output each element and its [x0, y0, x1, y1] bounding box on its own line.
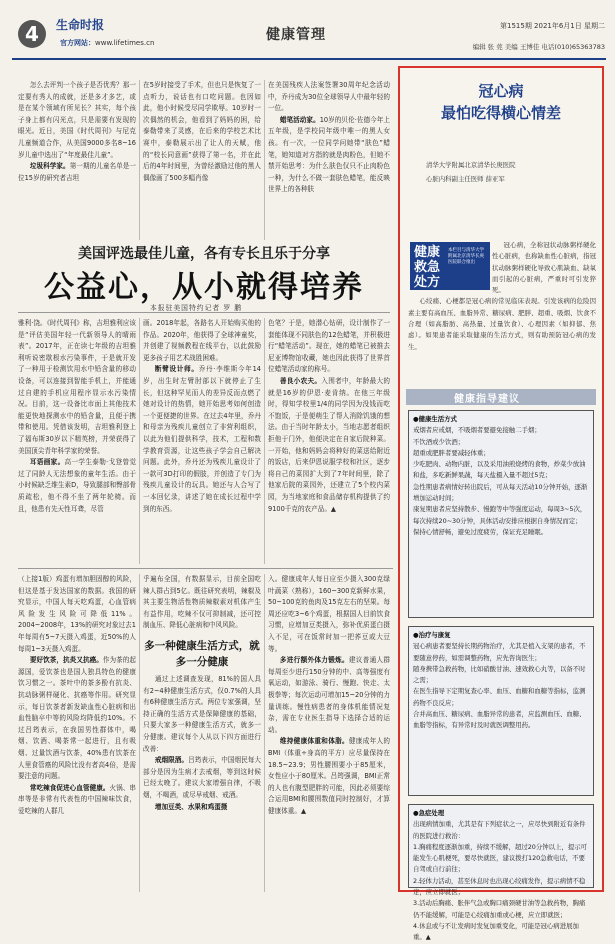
article-text: 第一期的儿童名单是一位15岁的研究者吉坦 [18, 162, 136, 182]
article-text: 火锅、串串等是非常有代表性的中国辣味饮食，爱吃辣的人群几 [18, 783, 136, 815]
article-col-1-bottom [18, 574, 136, 892]
article-text: 入。健康成年人每日应至少摄入300克绿叶蔬菜（熟称），160~300克新鲜水果，50~100克的鱼肉及15克左右的坚果。每周还应吃3~6个鸡蛋，根据国人目前饮食习惯，应增加豆类摄入，弥补优质蛋白摄入不足，可在饭常时加一把荞豆或大豆等。 [268, 575, 390, 653]
emergency-box [408, 804, 594, 942]
badge-space [408, 240, 492, 292]
lifestyle-box-title: ●健康生活方式 [413, 415, 457, 423]
column-divider [139, 574, 140, 892]
article-text: 在美国残疾人法案签署30周年纪念活动中，乔丹成为30位全球领导人中最年轻的一位。 [268, 81, 390, 113]
subhead-lifestyle: 多一种健康生活方式，就多一分健康 [144, 639, 260, 668]
page-header [0, 0, 615, 64]
article-col-2-bottom [143, 574, 261, 892]
subhead-designer: 断臂设计师。 [154, 365, 199, 374]
headline-main: 公益心，从小就得培养 [44, 270, 364, 305]
subhead-diet: 增加豆类、水果和鸡蛋摄 [154, 802, 228, 811]
sidebar-intro-text-2: 心绞痛、心梗都是冠心病的常见临床表现。引发该病的危险因素主要有高血压、血脂异常、糖尿病、肥胖、超重、吸烟、饮食不合理（如高脂肪、高热量、过量饮食）、心理因素（如抑郁、焦虑）。如果患者能采取健康的生活方式，则有助预防冠心病的发生。 [408, 297, 596, 351]
subhead-garbage-scientist: 垃圾科学家。 [29, 162, 70, 171]
article-text: （上接1版）鸡蛋有增加胆固醇的风险，但这是基于发达国家的数据。我国的研究显示，中国人每天吃鸡蛋，心血管病风险发生风险可降低11%。2004~2008年，13%的研究对象过去1年每周有5~7天摄入鸡蛋，近50%的人每周1~3天摄入鸡蛋。 [18, 575, 136, 653]
treatment-box-text: 冠心病患者要坚持长期药物治疗，尤其是植入支架的患者，不要随意停药，如需调整药物，应先咨询医生； 随身携带急救药物，比如硝酸甘油、速效救心丸等，以备不时之需； 在医生指导下定期复查心率、血压、血糖和血糖等指标，监测药物不良反应； 合并高血压、糖尿病、血脂异常的患者，应监测血压、血糖、血脂等指标，有异常时及时就医调整用药。 [413, 642, 586, 730]
author-name: 心脏内科副主任医师 薛亚军 [426, 175, 505, 183]
subhead-little-farmer: 善良小农夫。 [279, 376, 322, 385]
subhead-spicy: 常吃辣食促进心血管健康。 [29, 783, 110, 792]
sidebar-title-line-2: 最怕吃得横心情差 [440, 104, 561, 122]
article-text: 作为茶的起源国，爱饮茶也是国人独具特色的健康饮习惯之一。茶叶中的茶多酚有抗炎、抗动脉粥样硬化、抗癌等作用。研究显示，每日饮茶者新发缺血性心脏病和出血性脑卒中等的风险均降低约10%。不过吕筠表示，在我国男性群体中，喝烟、饮酒、喝茶常一起进行，且有吸烟、过量饮酒与饮茶，40%患有饮茶在人里食管癌的风险比没有者高4倍，是需要注意的问题。 [18, 656, 137, 781]
badge-note: 本栏目与清华大学附属北京清华长庚医院联合推出 [448, 248, 484, 265]
subhead-tea: 要好饮茶，抗炎又抗癌。 [29, 656, 103, 665]
guide-title-bar [406, 389, 596, 405]
article-col-2-mid [143, 318, 261, 564]
byline: 本报驻美国特约记者 罗 鹏 [150, 304, 243, 312]
article-col-3-mid [268, 318, 390, 564]
badge-title: 健康救急处方 [414, 245, 441, 290]
article-col-3-bottom [268, 574, 390, 892]
article-text: 在5岁时接受了手术，但也只是恢复了一点听力，说话也有口吃问题。也因如此，他小时候受尽同学欺辱。10岁时一次偶然的机会，他看到了妈妈的困，给泰勒带来了灵感，在后来的学校艺术比赛中，泰勒展示出了让人的天赋，他的“校长同意画”获得了第一名，并在此后的4年时间里，为曾经激励过他的黑人偶像画了500多幅肖像 [143, 81, 261, 182]
article-text: 画。2018年起，各路名人开始购买他的作品。2020年，他获得了全球神童奖，并创建了视频教程在线平台，以此鼓励更多孩子用艺术战胜困难。 [143, 319, 261, 362]
emergency-box-text: 出现病情加重，尤其是有下列症状之一，应尽快到附近有条件的医院进行救治： 1.胸痛程度逐渐加重，持续不缓解，超过20分钟以上，提示可能发生心肌梗死，要尽快就医，建议拨打120急救电话，不要自驾或自行前往； 2.轻体力活动，甚至休息时也出现心绞痛发作，提示病情不稳定，应立即就医； 3.活动后胸痛、胀伴气急或胸口痛颈硬甘油等急救药物，胸痛仍不能缓解，可能是心绞痛加重或心梗，应立即就医； 4.休息或与不让发病时发复加重变化，可能是冠心病进展加重。▲ [413, 820, 587, 942]
sidebar-title [400, 80, 602, 124]
subhead-quit-smoking: 戒烟限酒。 [154, 756, 189, 765]
lifestyle-box [408, 410, 594, 618]
lifestyle-box-text: 戒烟者应戒烟，不吸烟者要避免接触二手烟； 不饮酒或少饮酒； 超重或肥胖者要减轻体重； 少吃肥肉、动物内脏，以及采用油煎烧烤的食物，炒菜少放油和盐，多吃新鲜果蔬，每天盐摄入量不超过5克； 急性期患者病情好转出院后，可从每天活动10分钟开始，逐渐增加运动时间； 康复期患者应坚持散步、慢跑等中等强度运动，每周3~5次，每次持续20~30分钟，具体活动安排应根据自身情况而定； 保持心情舒畅，避免过度疲劳，保证充足睡眠。 [413, 426, 588, 536]
article-text: 色笔？于是，她潜心钻研，设计制作了一套能体现不同肤色的12色蜡笔，并积极进行“蜡笔活动”。现在，她的蜡笔已被推去尼亚博物馆收藏，她也因此获得了世界首位蜡笔活动家的称号。 [268, 319, 390, 374]
subhead-crayon-activist: 蜡笔活动家。 [279, 115, 320, 124]
website-link[interactable]: www.lifetimes.cn [95, 39, 155, 47]
guide-title: 健康指导建议 [454, 394, 520, 405]
article-text: 10岁的贝伦·佐德今年上五年级，是学校同年级中唯一的黑人女孩。有一次，一位同学问她带“肤色”蜡笔，她知道对方指的就是肉粉色，但她不禁开始思考：为什么肤色仅只不止肉粉色一种，为什么不做一套肤色蜡笔，能反映世界上的各种肤 [268, 115, 390, 194]
article-text: 雅利·饶。《时代周刊》称，吉坦雅利应该是“评估美国年轻一代新领导人的晴雨表”。2017年，正在读七年级的吉坦雅利听说密歇根水污染事件，于是就开发了一种用于检测饮用水中铅含量的移动设备，可以连接到智能手机上，并能通过自建的手机应用程序显示水污染情况。目前，这一设备比市面上其他技术能更快地探测水中的铅含量，且便于携带和使用。凭借该发明，吉坦雅利登上了福布斯30岁以下精英榜，并荣获得了美国顶尖青年科学家的荣誉。 [18, 319, 136, 455]
sidebar-title-line-1: 冠心病 [478, 82, 524, 100]
section-title: 健康管理 [266, 27, 326, 43]
treatment-box [408, 626, 594, 796]
author-affiliation: 清华大学附属北京清华长庚医院 [426, 161, 516, 169]
treatment-box-title: ●治疗与康复 [413, 631, 451, 639]
website-label: 官方网站： [60, 39, 95, 47]
column-divider [264, 574, 265, 892]
article-col-3-top [268, 80, 390, 240]
article-text: 乔丹·李维斯今年14岁，出生时左臂肘部以下就停止了生长，但这种罕见而人的差异反而点燃了她对设计的热情，她开始思考如何创造一个更便捷的世界。在过去4年里，乔丹和母亲为残疾儿童创立了非营利组织，以此为他们提供科学，技术，工程和数学教育资源，让这些孩子学会自己解决问题。此外，乔丹还为残疾儿童设计了一款可3D打印的假肢，并创造了专门为残疾儿童设计的玩具。她还与人合写了一本回忆录，讲述了她在成长过程中学到的东西。 [143, 365, 261, 513]
sidebar-intro-text: 冠心病，全称冠状动脉粥样硬化性心脏病，也称缺血性心脏病，指冠状动脉粥样硬化导致心肌缺血、缺氧而引起的心脏病，严重时可引发猝死。 [492, 241, 596, 295]
column-divider [264, 318, 265, 564]
subhead-exercise: 多进行额外体力锻炼。 [279, 656, 349, 665]
article-text: 入围者中，年龄最大的就是16岁的伊恩·麦肯纳。在他三年级时，得知学校里1/4的同学因为没钱而吃不饱饭，于是便萌生了帮人消除饥饿的想法。由于当时年龄太小，当地志愿者组织拒他于门外，他便决定在自家后院种菜。一开始，他和妈妈会将种好的菜送给附近的饭店，后来伊恩说服学校和社区，逐步将自己的菜园扩大到了7年时间里，除了他家后院的菜园外，还建立了5个校内菜园，为当地家庭和食品储存机构提供了约9100千克的农产品。▲ [268, 376, 391, 513]
coronary-sidebar [398, 66, 604, 942]
subhead-whisper-painter: 耳语画家。 [29, 458, 65, 467]
header-divider [12, 58, 606, 60]
article-text: 高一学生泰勒·戈登曾觉过了同龄人无法想象的童年生活。由于小时候缺乏维生素D，导致腿部和臀部骨质疏松，他不得不坐了两年轮椅。而且，他患有先天性耳聋，尽管 [18, 458, 136, 513]
article-col-1-mid [18, 318, 136, 564]
section-divider [18, 568, 393, 569]
article-text: 建议普通人群每周至少进行150分钟的中、高等强度有氧运动，如游泳、骑行、慢跑、快走、太极拳等；每次运动可增加15~20分钟的力量训练。慢性病患者的身体机能情况复杂，需在专业医生指导下选择合适的运动。 [268, 656, 391, 734]
staff-info: 编辑 张 莞 美编 王博佳 电话(010)65363783 [472, 43, 605, 51]
website-line [60, 38, 154, 48]
column-divider [139, 318, 140, 564]
article-col-1-top [18, 80, 136, 240]
page-number: 4 [18, 20, 46, 48]
headline-divider [18, 312, 390, 313]
sidebar-intro [408, 186, 596, 386]
article-col-2-top [143, 80, 261, 240]
emergency-box-title: ●急症处理 [413, 809, 445, 817]
article-text: 健康成年人的BMI（体重÷身高的平方）应尽量保持在18.5~23.9；男性腰围要小于85厘米，女性应小于80厘米。吕筠强调，BMI正常的人也有腹型肥胖的可能，因此必须要综合运用BMI和腰围数值同时控制好，才算健康体重。▲ [268, 737, 391, 815]
article-text: 吕筠表示，中国烟民每大部分是因为生病才去戒烟，等到这时候已经太晚了。建议大家增强自律，不吸烟，不喝酒，或尽早戒烟、戒酒。 [143, 756, 262, 799]
article-text: 通过上述调查发现，81%的国人具有2~4种健康生活方式，仅0.7%的人具有6种健康生活方式。两位专家强调，坚持正确的生活方式是保障健康的基础，只要大家多一种健康生活方式，就多一分健康。建议每个人从以下四方面进行改善： [143, 674, 261, 753]
subhead-weight: 维持健康体重和体脂。 [279, 737, 349, 746]
issue-info: 第1515期 2021年6月1日 星期二 [500, 22, 605, 30]
headline-kicker: 美国评选最佳儿童，各有专长且乐于分享 [78, 246, 330, 262]
article-intro: 怎么去评判一个孩子是否优秀？那一定要有秀人的成就，还是多才多艺，或是在某个领域有所见长？其实，每个孩子身上都有闪光点，只是需要有发现的眼光。近日，美国《时代周刊》与尼克儿童频道合作，从美国9000多名8~16岁儿童中选出了“年度最佳儿童”。 [18, 81, 136, 159]
article-text: 乎遍布全国，有数据显示，目前全国吃辣人群占到5亿。既往研究表明，辣椒及其主要生物活性物质辣椒素对机体产生有益作用，吃辣不仅可抑制减，还可控制血压、降低心脏病和中风风险。 [143, 575, 261, 630]
newspaper-logo: 生命时报 [56, 18, 105, 32]
column-divider [139, 80, 140, 240]
column-divider [264, 80, 265, 240]
